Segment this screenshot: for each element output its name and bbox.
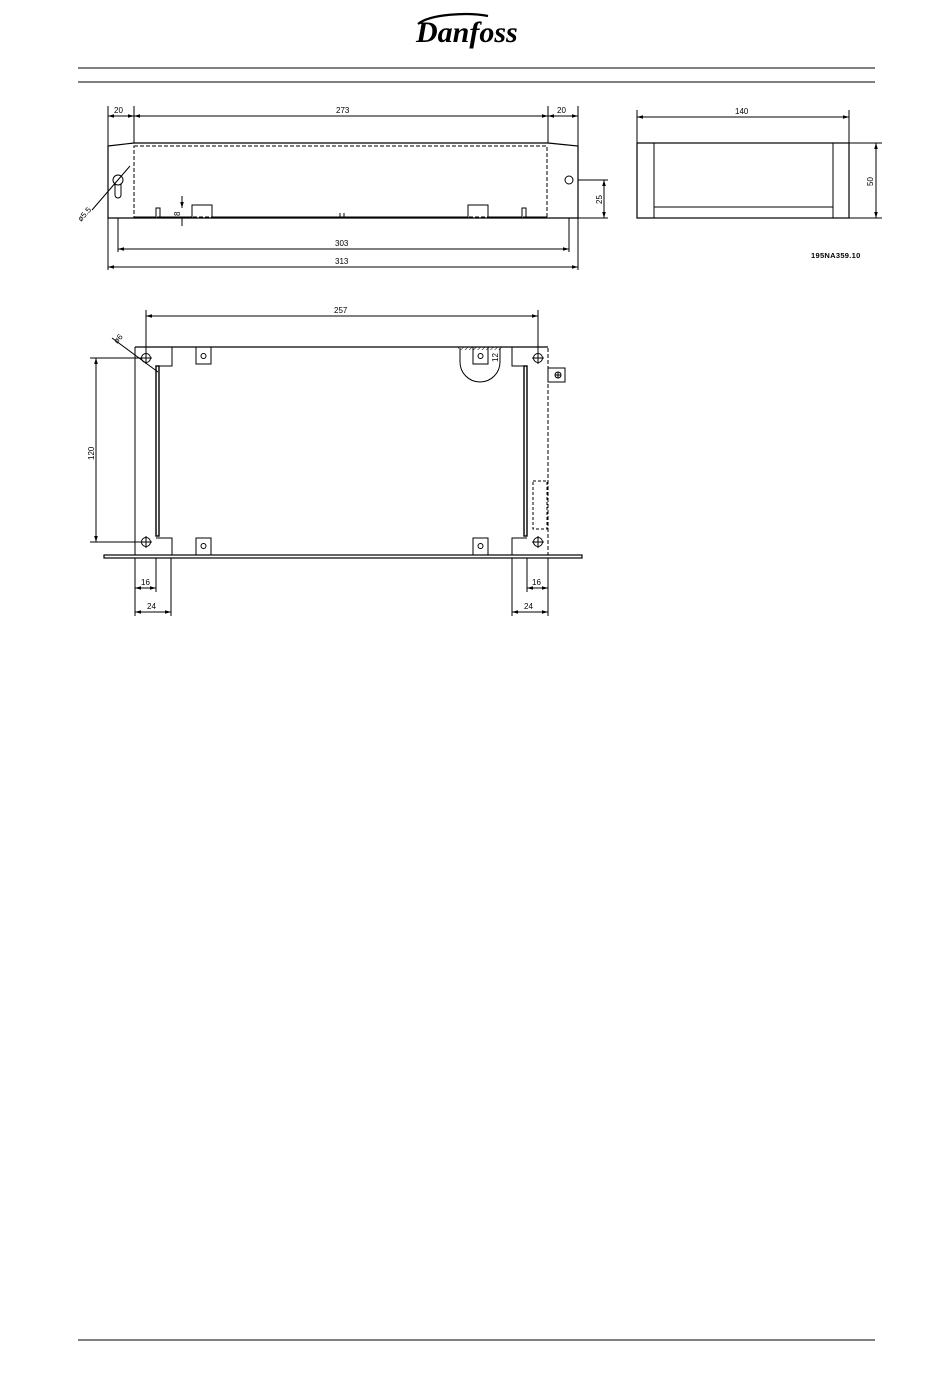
brand-logo-text: Danfoss (416, 16, 518, 49)
dim-right-flange: 24 (524, 602, 533, 611)
dim-mounting-height: 120 (87, 446, 96, 460)
dim-depth: 140 (735, 107, 749, 116)
drawing-number: 195NA359.10 (811, 251, 861, 260)
dim-left-flange: 24 (147, 602, 156, 611)
dim-right-margin: 20 (557, 106, 566, 115)
dim-overall-width: 313 (335, 257, 349, 266)
brand-logo (415, 14, 518, 49)
dim-width: 257 (334, 306, 348, 315)
dim-hole-height: 25 (595, 195, 604, 204)
front-view-labels (76, 106, 604, 266)
front-view (92, 106, 608, 270)
side-view-labels (735, 107, 875, 186)
dim-cutout: 12 (491, 353, 500, 362)
corner-hole (532, 536, 544, 548)
top-view (90, 310, 582, 616)
dim-slot-depth: 8 (173, 211, 182, 216)
dim-inner-width: 273 (336, 106, 350, 115)
side-view (637, 110, 882, 218)
dim-left-offset: 16 (141, 578, 150, 587)
dim-mount-hole-diameter: ø6 (111, 332, 125, 346)
dim-hole-spacing: 303 (335, 239, 349, 248)
dim-left-margin: 20 (114, 106, 123, 115)
dim-height: 50 (866, 177, 875, 186)
dim-hole-diameter: ø5.5 (75, 205, 94, 224)
mounting-slot (565, 176, 573, 184)
dim-right-offset: 16 (532, 578, 541, 587)
